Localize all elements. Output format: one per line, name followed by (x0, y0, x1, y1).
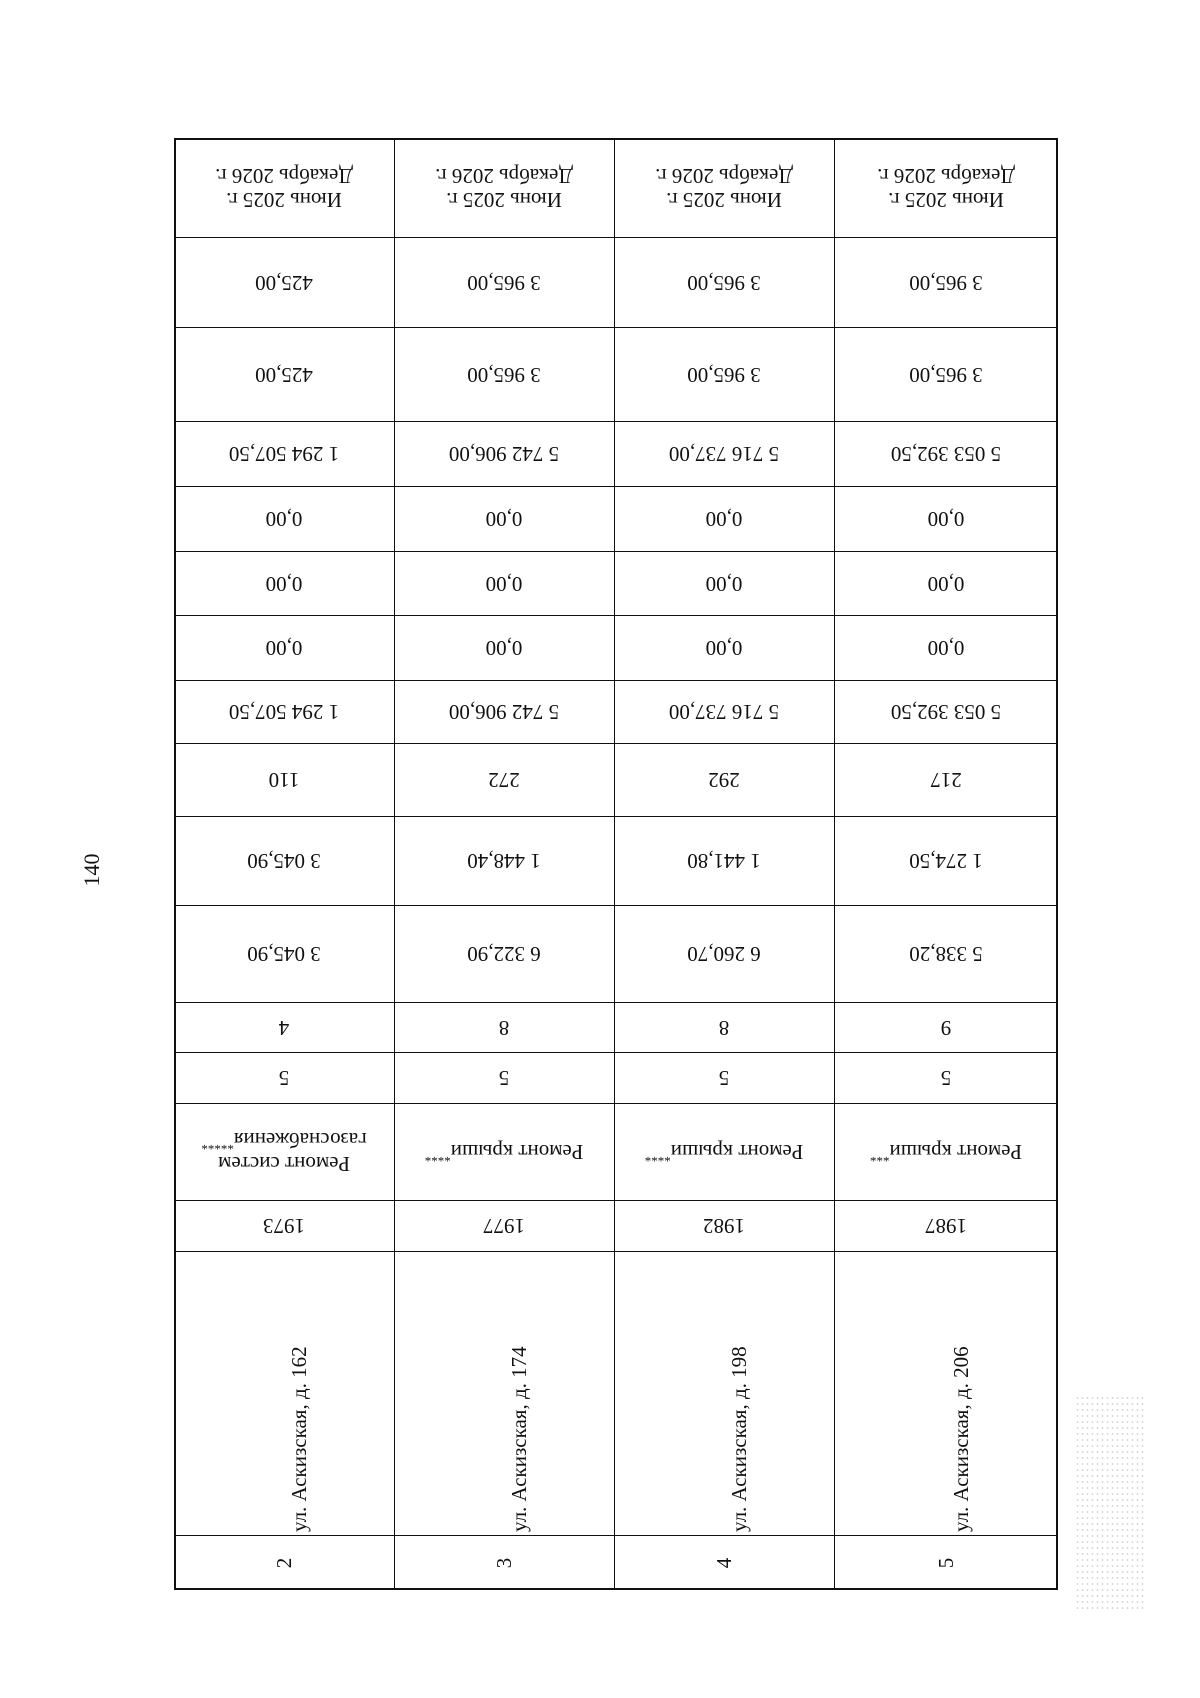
column-separator (174, 1103, 1058, 1104)
area-living-cell: 3 045,90 (247, 849, 321, 874)
cost-d-cell: 1 294 507,50 (228, 442, 340, 467)
col5-cell: 5 (940, 1066, 952, 1091)
unit-cost-limit-cell: 425,00 (255, 270, 313, 295)
unit-cost-limit-cell: 3 965,00 (687, 270, 761, 295)
cost-c-cell: 0,00 (485, 507, 523, 532)
year-cell: 1973 (263, 1214, 305, 1239)
unit-cost-cell: 425,00 (255, 362, 313, 387)
column-separator (174, 1251, 1058, 1252)
column-separator (174, 743, 1058, 744)
column-separator (174, 486, 1058, 487)
cost-total-cell: 5 716 737,00 (668, 700, 780, 725)
unit-cost-cell: 3 965,00 (687, 362, 761, 387)
cost-d-cell: 5 053 392,50 (890, 442, 1002, 467)
floors-cell: 9 (940, 1015, 952, 1040)
cost-a-cell: 0,00 (265, 636, 303, 661)
unit-cost-limit-cell: 3 965,00 (909, 270, 983, 295)
cost-a-cell: 0,00 (485, 636, 523, 661)
floors-cell: 4 (278, 1015, 290, 1040)
area-total-cell: 3 045,90 (247, 942, 321, 967)
col5-cell: 5 (718, 1066, 730, 1091)
cost-total-cell: 5 053 392,50 (890, 700, 1002, 725)
area-living-cell: 1 274,50 (909, 849, 983, 874)
row-number-cell: 5 (933, 1557, 958, 1569)
work-type-cell: Ремонт крыши*** (870, 1140, 1022, 1166)
year-cell: 1987 (925, 1214, 967, 1239)
column-separator (174, 615, 1058, 616)
residents-cell: 272 (488, 768, 520, 793)
row-number-cell: 3 (491, 1557, 516, 1569)
cost-d-cell: 5 716 737,00 (668, 442, 780, 467)
cost-a-cell: 0,00 (705, 636, 743, 661)
floors-cell: 8 (718, 1015, 730, 1040)
column-separator (174, 1002, 1058, 1003)
area-living-cell: 1 441,80 (687, 849, 761, 874)
cost-b-cell: 0,00 (265, 571, 303, 596)
address-cell: ул. Аскизская, д. 162 (287, 1346, 311, 1532)
column-separator (174, 905, 1058, 906)
cost-total-cell: 5 742 906,00 (448, 700, 560, 725)
row-separator (614, 138, 615, 1590)
residents-cell: 292 (708, 768, 740, 793)
col5-cell: 5 (498, 1066, 510, 1091)
area-total-cell: 5 338,20 (909, 942, 983, 967)
year-cell: 1982 (703, 1214, 745, 1239)
area-living-cell: 1 448,40 (467, 849, 541, 874)
col5-cell: 5 (278, 1066, 290, 1091)
floors-cell: 8 (498, 1015, 510, 1040)
period-cell: Июнь 2025 г. Декабрь 2026 г. (655, 164, 793, 213)
address-cell: ул. Аскизская, д. 198 (727, 1346, 751, 1532)
period-cell: Июнь 2025 г. Декабрь 2026 г. (435, 164, 573, 213)
residents-cell: 217 (930, 768, 962, 793)
cost-total-cell: 1 294 507,50 (228, 700, 340, 725)
cost-c-cell: 0,00 (927, 507, 965, 532)
work-type-cell: Ремонт крыши**** (644, 1140, 804, 1166)
column-separator (174, 1200, 1058, 1201)
column-separator (174, 551, 1058, 552)
cost-c-cell: 0,00 (705, 507, 743, 532)
column-separator (174, 327, 1058, 328)
period-cell: Июнь 2025 г. Декабрь 2026 г. (215, 164, 353, 213)
cost-d-cell: 5 742 906,00 (448, 442, 560, 467)
cost-b-cell: 0,00 (927, 571, 965, 596)
unit-cost-cell: 3 965,00 (909, 362, 983, 387)
column-separator (174, 816, 1058, 817)
cost-b-cell: 0,00 (705, 571, 743, 596)
column-separator (174, 680, 1058, 681)
column-separator (174, 421, 1058, 422)
area-total-cell: 6 322,90 (467, 942, 541, 967)
residents-cell: 110 (268, 768, 300, 793)
address-cell: ул. Аскизская, д. 174 (507, 1346, 531, 1532)
unit-cost-limit-cell: 3 965,00 (467, 270, 541, 295)
row-separator (834, 138, 835, 1590)
row-separator (394, 138, 395, 1590)
period-cell: Июнь 2025 г. Декабрь 2026 г. (877, 164, 1015, 213)
work-type-cell: Ремонт систем газоснабжения***** (201, 1128, 367, 1177)
column-separator (174, 1052, 1058, 1053)
area-total-cell: 6 260,70 (687, 942, 761, 967)
cost-c-cell: 0,00 (265, 507, 303, 532)
work-type-cell: Ремонт крыши**** (424, 1140, 584, 1166)
address-cell: ул. Аскизская, д. 206 (949, 1346, 973, 1532)
row-number-cell: 4 (711, 1557, 736, 1569)
row-number-cell: 2 (271, 1557, 296, 1569)
cost-b-cell: 0,00 (485, 571, 523, 596)
year-cell: 1977 (483, 1214, 525, 1239)
unit-cost-cell: 3 965,00 (467, 362, 541, 387)
page-number: 140 (79, 853, 104, 887)
column-separator (174, 237, 1058, 238)
scan-noise-mark (1075, 1395, 1145, 1610)
cost-a-cell: 0,00 (927, 636, 965, 661)
